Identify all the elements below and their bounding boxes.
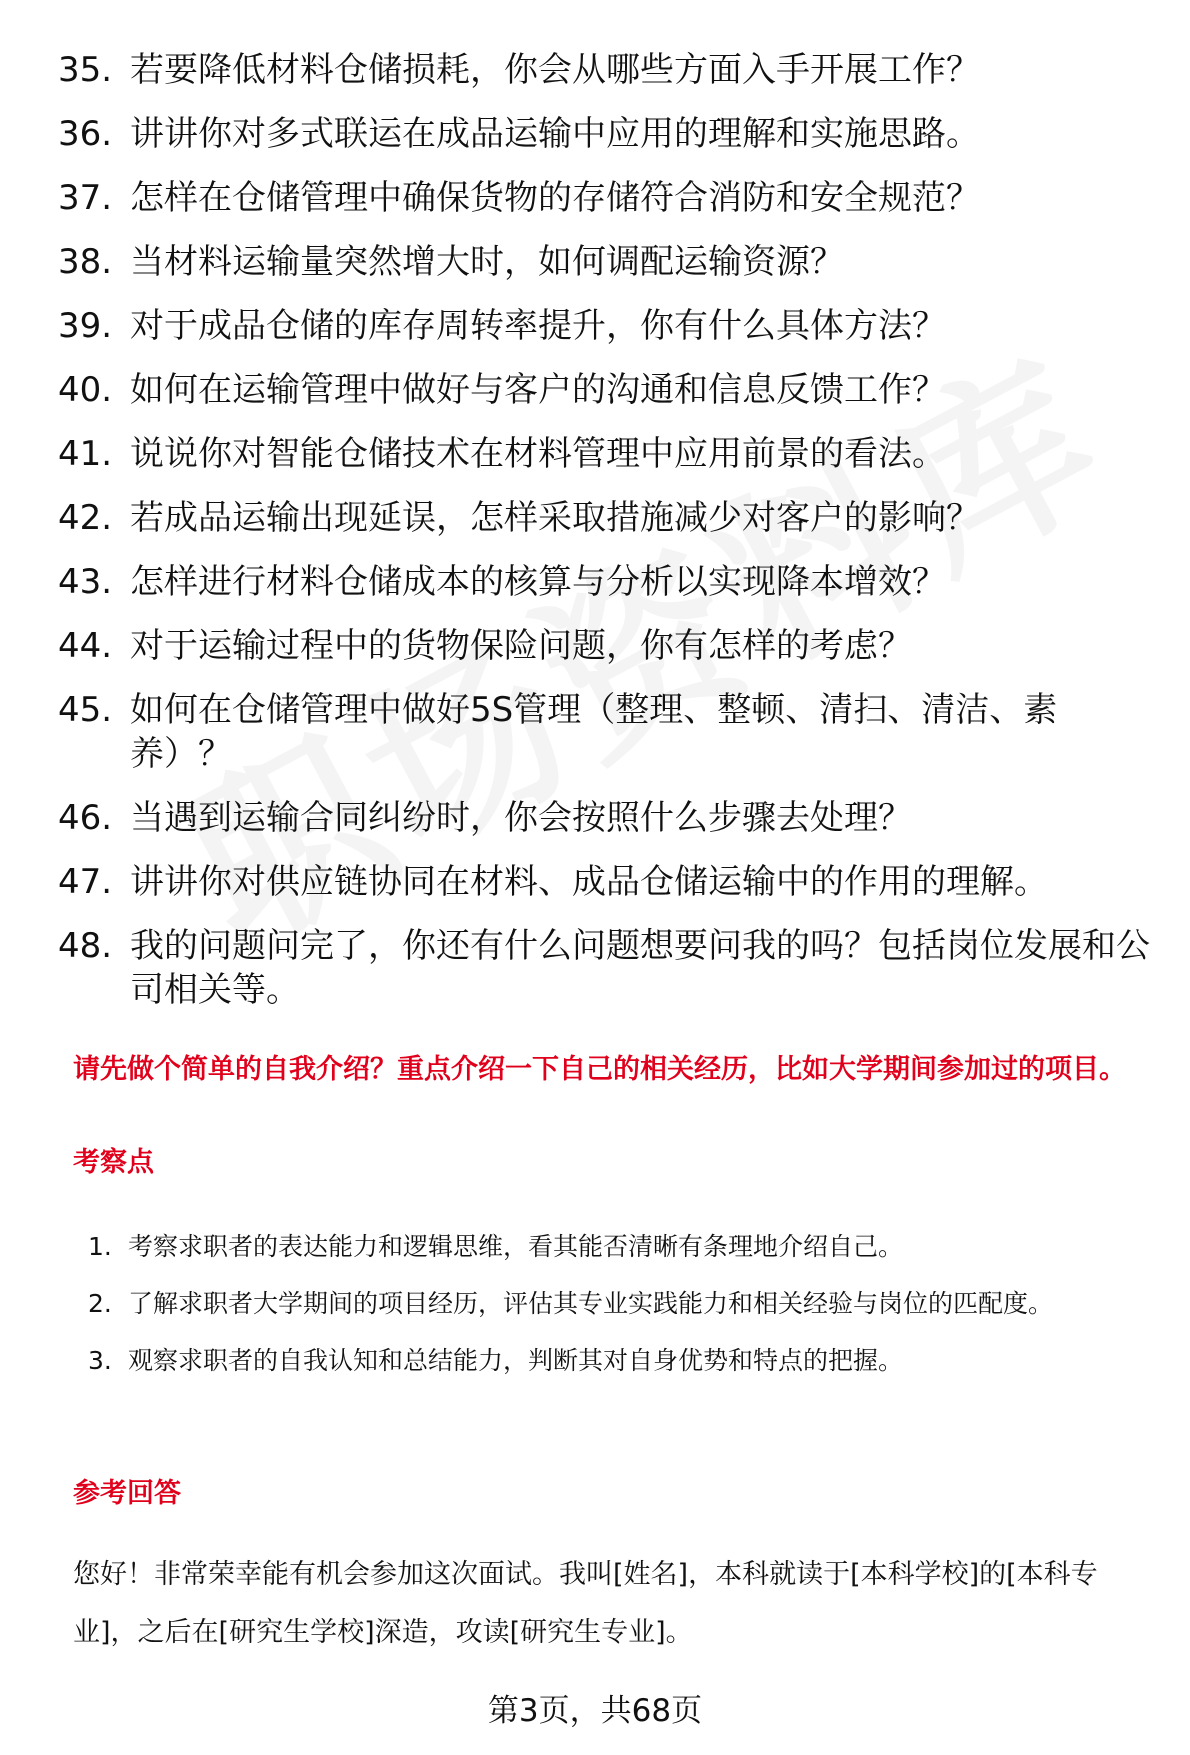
question-number: 41. [58,434,113,474]
list-item [58,304,1158,348]
question-number: 44. [58,626,113,666]
list-item [58,796,1158,840]
question-number: 47. [58,862,113,902]
list-item [58,176,1158,220]
question-text: 怎样在仓储管理中确保货物的存储符合消防和安全规范？ [130,178,980,218]
list-item [58,432,1158,476]
list-item [58,688,1158,776]
list-item [58,48,1158,92]
question-text: 讲讲你对多式联运在成品运输中应用的理解和实施思路。 [130,114,980,154]
point-text: 了解求职者大学期间的项目经历，评估其专业实践能力和相关经验与岗位的匹配度。 [128,1289,1054,1318]
list-item [58,240,1158,284]
list-item [88,1275,1148,1332]
question-number: 40. [58,370,113,410]
answer-paragraph: 您好！非常荣幸能有机会参加这次面试。我叫[姓名]，本科就读于[本科学校]的[本科专业]，之后在[研究生学校]深造，攻读[研究生专业]。 [73,1559,1098,1648]
point-text: 考察求职者的表达能力和逻辑思维，看其能否清晰有条理地介绍自己。 [128,1232,904,1261]
question-text: 如何在仓储管理中做好5S管理（整理、整顿、清扫、清洁、素养）？ [130,690,1058,774]
question-text: 怎样进行材料仓储成本的核算与分析以实现降本增效？ [130,562,946,602]
point-number: 1. [88,1232,112,1261]
highlight-question: 请先做个简单的自我介绍？重点介绍一下自己的相关经历，比如大学期间参加过的项目。 [73,1054,1126,1085]
question-text: 当材料运输量突然增大时，如何调配运输资源？ [130,242,844,282]
section-title-answer: 参考回答 [73,1478,181,1509]
question-number: 48. [58,926,113,966]
list-item [58,624,1158,668]
question-number: 35. [58,50,113,90]
list-item [58,496,1158,540]
question-list [58,48,1158,1032]
question-number: 43. [58,562,113,602]
list-item [88,1218,1148,1275]
list-item [58,860,1158,904]
question-number: 46. [58,798,113,838]
point-text: 观察求职者的自我认知和总结能力，判断其对自身优势和特点的把握。 [128,1346,904,1375]
question-text: 对于成品仓储的库存周转率提升，你有什么具体方法？ [130,306,946,346]
question-number: 38. [58,242,113,282]
list-item [58,924,1158,1012]
question-text: 讲讲你对供应链协同在材料、成品仓储运输中的作用的理解。 [130,862,1048,902]
list-item [58,112,1158,156]
page-footer: 第3页，共68页 [487,1693,703,1729]
question-number: 36. [58,114,113,154]
question-text: 对于运输过程中的货物保险问题，你有怎样的考虑？ [130,626,912,666]
point-number: 2. [88,1289,112,1318]
list-item [58,368,1158,412]
question-number: 42. [58,498,113,538]
question-text: 若成品运输出现延误，怎样采取措施减少对客户的影响？ [130,498,980,538]
list-item [58,560,1158,604]
question-text: 说说你对智能仓储技术在材料管理中应用前景的看法。 [130,434,946,474]
question-text: 若要降低材料仓储损耗，你会从哪些方面入手开展工作？ [130,50,980,90]
question-number: 39. [58,306,113,346]
point-number: 3. [88,1346,112,1375]
question-text: 当遇到运输合同纠纷时，你会按照什么步骤去处理？ [130,798,912,838]
points-list [88,1218,1148,1389]
question-number: 45. [58,690,113,730]
list-item [88,1332,1148,1389]
question-text: 我的问题问完了，你还有什么问题想要问我的吗？包括岗位发展和公司相关等。 [130,926,1150,1010]
question-number: 37. [58,178,113,218]
section-title-points: 考察点 [73,1147,154,1178]
question-text: 如何在运输管理中做好与客户的沟通和信息反馈工作？ [130,370,946,410]
